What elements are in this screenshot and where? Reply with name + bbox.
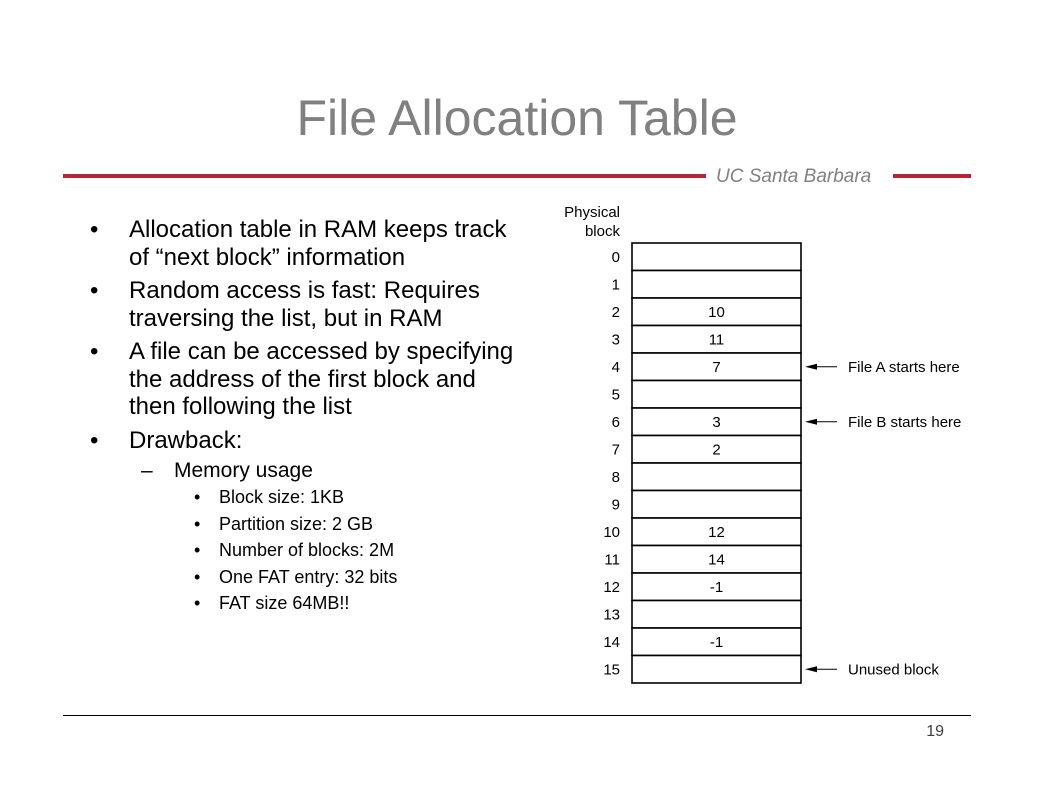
bullet-list bbox=[84, 216, 524, 617]
block-index-label: 14 bbox=[603, 633, 620, 651]
sub-sub-bullet-text: FAT size 64MB!! bbox=[219, 593, 350, 613]
fat-annotations bbox=[805, 359, 961, 679]
fat-entry-value: 12 bbox=[708, 523, 725, 541]
block-index-label: 8 bbox=[611, 468, 620, 486]
sub-sub-bullet-text: Partition size: 2 GB bbox=[219, 513, 374, 534]
annotation-label: Unused block bbox=[848, 661, 939, 679]
fat-entry-value: 3 bbox=[712, 413, 721, 431]
diagram-header-block: block bbox=[584, 223, 620, 240]
block-index-label: 4 bbox=[611, 358, 620, 376]
fat-entry-value: 7 bbox=[712, 358, 721, 376]
bullet-marker: • bbox=[194, 540, 201, 560]
block-index-label: 2 bbox=[611, 303, 620, 321]
block-index-label: 0 bbox=[611, 248, 620, 266]
fat-entry-value: -1 bbox=[709, 578, 724, 596]
sub-sub-bullet-item bbox=[84, 484, 524, 511]
bullet-text: Drawback: bbox=[129, 426, 243, 454]
fat-entry-cell bbox=[632, 381, 801, 409]
annotation-label: File A starts here bbox=[848, 358, 960, 376]
fat-rows bbox=[603, 243, 801, 683]
block-index-label: 13 bbox=[603, 606, 620, 624]
arrow-head-icon bbox=[805, 364, 817, 370]
bullet-item bbox=[84, 338, 524, 421]
diagram-header-physical: Physical bbox=[564, 204, 620, 221]
sub-sub-bullet-item bbox=[84, 590, 524, 617]
fat-entry-cell bbox=[632, 601, 801, 629]
fat-entry-value: 10 bbox=[708, 303, 725, 321]
title-rule-right bbox=[893, 174, 971, 178]
fat-entry-value: 2 bbox=[712, 441, 721, 459]
slide-title: File Allocation Table bbox=[296, 90, 738, 146]
sub-sub-bullet-item bbox=[84, 564, 524, 591]
fat-entry-cell bbox=[632, 243, 801, 271]
sub-bullet-item bbox=[84, 457, 524, 484]
block-index-label: 6 bbox=[611, 413, 620, 431]
page-number: 19 bbox=[926, 723, 944, 740]
block-index-label: 7 bbox=[611, 441, 620, 459]
bullet-item bbox=[84, 427, 524, 455]
bullet-marker: • bbox=[194, 513, 201, 534]
bullet-text: Random access is fast: Requires traversing the list, but in RAM bbox=[129, 277, 480, 332]
sub-sub-bullet-item bbox=[84, 511, 524, 538]
annotation-label: File B starts here bbox=[848, 413, 962, 431]
block-index-label: 3 bbox=[611, 331, 620, 349]
sub-sub-bullet-text: One FAT entry: 32 bits bbox=[219, 566, 398, 587]
fat-entry-cell bbox=[632, 656, 801, 684]
fat-diagram bbox=[540, 200, 980, 695]
bullet-marker: • bbox=[90, 426, 99, 454]
sub-sub-bullet-item bbox=[84, 537, 524, 564]
sub-sub-bullet-text: Block size: 1KB bbox=[219, 487, 345, 507]
fat-entry-cell bbox=[632, 271, 801, 299]
fat-entry-value: 14 bbox=[708, 551, 725, 569]
footer-rule bbox=[63, 715, 971, 716]
block-index-label: 10 bbox=[603, 523, 620, 541]
bullet-marker: • bbox=[194, 566, 201, 587]
sub-sub-bullet-text: Number of blocks: 2M bbox=[219, 540, 395, 560]
institution-label: UC Santa Barbara bbox=[716, 166, 872, 187]
fat-diagram-svg bbox=[540, 200, 980, 690]
fat-entry-cell bbox=[632, 491, 801, 519]
bullet-marker: • bbox=[90, 338, 99, 365]
block-index-label: 1 bbox=[611, 276, 620, 294]
bullet-marker: • bbox=[194, 593, 201, 613]
block-index-label: 11 bbox=[604, 551, 620, 569]
bullet-text: Allocation table in RAM keeps track of “next block” information bbox=[129, 216, 507, 271]
fat-entry-cell bbox=[632, 463, 801, 491]
bullet-marker: • bbox=[194, 487, 201, 507]
block-index-label: 12 bbox=[603, 578, 620, 596]
dash-marker: – bbox=[141, 459, 153, 482]
block-index-label: 15 bbox=[603, 661, 620, 679]
block-index-label: 5 bbox=[611, 386, 620, 404]
bullet-item bbox=[84, 277, 524, 332]
bullet-item bbox=[84, 216, 524, 271]
title-rule-left bbox=[63, 174, 706, 178]
sub-bullet-text: Memory usage bbox=[174, 459, 313, 482]
arrow-head-icon bbox=[805, 666, 817, 672]
fat-entry-value: -1 bbox=[709, 633, 724, 651]
fat-entry-value: 11 bbox=[708, 331, 725, 349]
bullet-marker: • bbox=[90, 277, 99, 304]
bullet-text: A file can be accessed by specifying the address of the first block and then following the list bbox=[129, 338, 514, 420]
block-index-label: 9 bbox=[611, 496, 620, 514]
bullet-marker: • bbox=[90, 216, 99, 243]
arrow-head-icon bbox=[805, 419, 817, 425]
